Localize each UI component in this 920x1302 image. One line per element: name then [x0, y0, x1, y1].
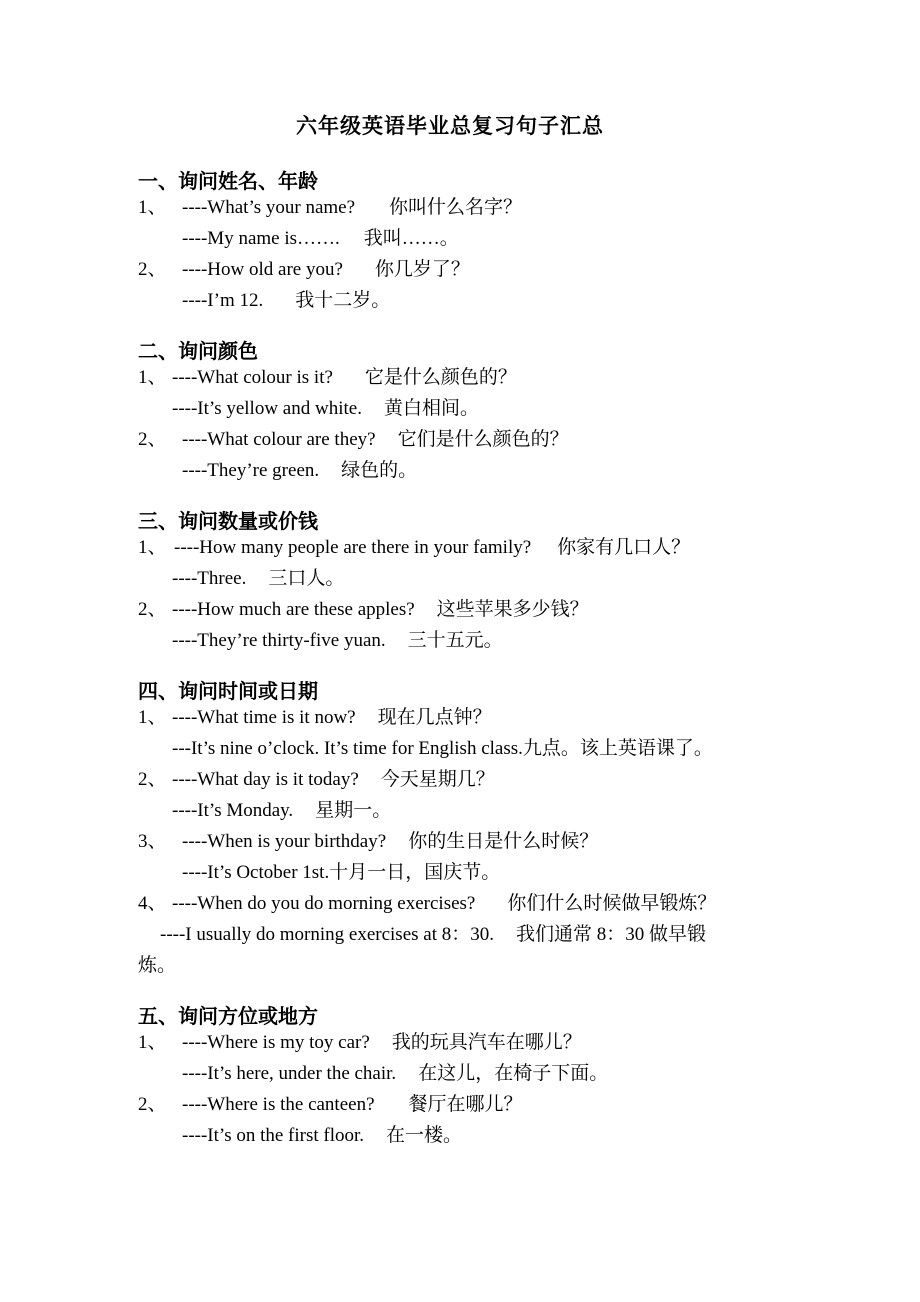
section-heading-location: 五、询问方位或地方 [138, 1006, 318, 1028]
sentence-line [182, 1124, 462, 1148]
sentence-line [138, 830, 598, 854]
english-sentence: ----When is your birthday? [182, 831, 387, 852]
chinese-translation: 十月一日，国庆节。 [329, 862, 501, 883]
sentence-line [138, 536, 690, 560]
item-number: 1、 [138, 197, 167, 218]
section-heading-name-age: 一、询问姓名、年龄 [138, 171, 318, 193]
sentence-line [138, 258, 470, 282]
english-sentence: ----What day is it today? [172, 769, 359, 790]
item-number: 1、 [138, 537, 167, 558]
english-sentence: ----What colour is it? [172, 367, 333, 388]
sentence-line [138, 892, 716, 916]
english-sentence: ----Where is my toy car? [182, 1032, 370, 1053]
sentence-line [138, 768, 495, 792]
section-heading-colour: 二、询问颜色 [138, 341, 258, 363]
english-sentence: ----It’s yellow and white. [172, 398, 362, 419]
english-sentence: ----It’s October 1st. [182, 862, 330, 883]
english-sentence: ----What’s your name? [182, 197, 356, 218]
chinese-translation: 黄白相间。 [383, 398, 479, 419]
item-number: 1、 [138, 1032, 167, 1053]
english-sentence: ----What time is it now? [172, 707, 356, 728]
item-number: 2、 [138, 599, 167, 620]
english-sentence: ----My name is……. [182, 228, 340, 249]
sentence-line [182, 289, 390, 313]
chinese-translation: 你家有几口人？ [557, 537, 691, 558]
sentence-line [182, 861, 500, 885]
item-number: 2、 [138, 429, 167, 450]
english-sentence: ----Three. [172, 568, 247, 589]
sentence-line [138, 366, 517, 390]
item-number: 2、 [138, 1094, 167, 1115]
chinese-translation: 三口人。 [268, 568, 345, 589]
sentence-line [182, 459, 417, 483]
sentence-line [182, 1062, 608, 1086]
sentence-line [172, 737, 713, 761]
english-sentence: ----It’s Monday. [172, 800, 294, 821]
document-title: 六年级英语毕业总复习句子汇总 [296, 114, 604, 138]
english-sentence: ----How much are these apples? [172, 599, 415, 620]
english-sentence: ----I usually do morning exercises at 8：30. [160, 924, 494, 945]
chinese-translation: 餐厅在哪儿？ [408, 1094, 523, 1115]
item-number: 1、 [138, 707, 167, 728]
english-sentence: ----It’s here, under the chair. [182, 1063, 397, 1084]
chinese-translation: 我叫……。 [363, 228, 459, 249]
english-sentence: ----How many people are there in your family? [174, 537, 532, 558]
sentence-line [172, 799, 391, 823]
chinese-translation: 你几岁了？ [374, 259, 470, 280]
chinese-translation: 我十二岁。 [295, 290, 391, 311]
chinese-translation: 炼。 [138, 955, 177, 976]
sentence-line [138, 1031, 582, 1055]
item-number: 2、 [138, 259, 167, 280]
item-number: 1、 [138, 367, 167, 388]
sentence-line [160, 923, 706, 947]
english-sentence: ----How old are you? [182, 259, 343, 280]
sentence-line [138, 428, 569, 452]
english-sentence: ----They’re thirty-five yuan. [172, 630, 386, 651]
chinese-translation: 星期一。 [315, 800, 392, 821]
chinese-translation: 现在几点钟？ [377, 707, 492, 728]
chinese-translation: 它是什么颜色的？ [364, 367, 517, 388]
sentence-line [172, 397, 479, 421]
sentence-line [182, 227, 459, 251]
sentence-line [172, 567, 344, 591]
chinese-translation: 你们什么时候做早锻炼？ [507, 893, 717, 914]
chinese-translation: 在一楼。 [386, 1125, 463, 1146]
chinese-translation: 在这儿，在椅子下面。 [418, 1063, 609, 1084]
chinese-translation: 这些苹果多少钱？ [436, 599, 589, 620]
chinese-translation: 它们是什么颜色的？ [397, 429, 569, 450]
english-sentence: ----It’s on the first floor. [182, 1125, 365, 1146]
english-sentence: ----What colour are they? [182, 429, 376, 450]
chinese-translation: 我们通常 8：30 做早锻 [516, 924, 707, 945]
chinese-translation: 绿色的。 [341, 460, 418, 481]
section-heading-time-date: 四、询问时间或日期 [138, 681, 318, 703]
chinese-translation: 今天星期几？ [380, 769, 495, 790]
english-sentence: ---It’s nine o’clock. It’s time for English class. [172, 738, 523, 759]
english-sentence: ----Where is the canteen? [182, 1094, 375, 1115]
english-sentence: ----They’re green. [182, 460, 320, 481]
chinese-translation: 三十五元。 [407, 630, 503, 651]
item-number: 2、 [138, 769, 167, 790]
chinese-translation: 你的生日是什么时候？ [408, 831, 599, 852]
english-sentence: ----When do you do morning exercises? [172, 893, 476, 914]
sentence-line [138, 706, 492, 730]
item-number: 3、 [138, 831, 167, 852]
section-heading-quantity-price: 三、询问数量或价钱 [138, 511, 318, 533]
sentence-line [172, 629, 503, 653]
item-number: 4、 [138, 893, 167, 914]
chinese-translation: 九点。该上英语课了。 [522, 738, 713, 759]
chinese-translation: 你叫什么名字？ [389, 197, 523, 218]
sentence-line [138, 1093, 523, 1117]
sentence-line [138, 196, 522, 220]
sentence-line [138, 954, 176, 978]
english-sentence: ----I’m 12. [182, 290, 264, 311]
sentence-line [138, 598, 589, 622]
chinese-translation: 我的玩具汽车在哪儿？ [391, 1032, 582, 1053]
